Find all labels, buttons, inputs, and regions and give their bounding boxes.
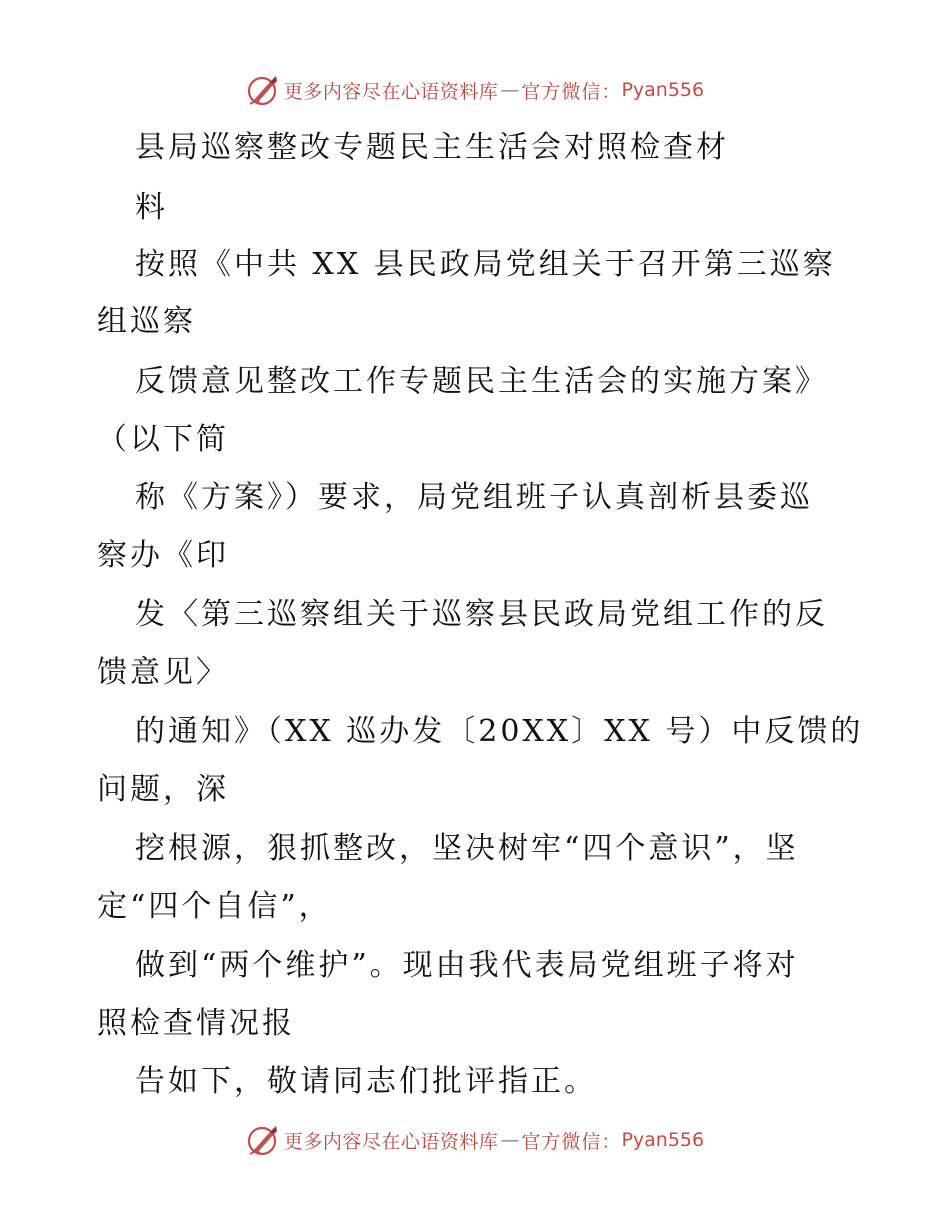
paragraph-line: 挖根源，狠抓整改，坚决树牢“四个意识”，坚 xyxy=(135,831,799,866)
paragraph-line: 的通知》（XX 巡办发〔20XX〕XX 号）中反馈的 xyxy=(135,714,864,749)
paragraph-line: 称《方案》）要求，局党组班子认真剖析县委巡 xyxy=(135,480,813,515)
watermark-wechat-id: Pyan556 xyxy=(621,79,705,101)
watermark-slogan: 更多内容尽在心语资料库 xyxy=(283,80,499,103)
paragraph-line: 反馈意见整改工作专题民主生活会的实施方案》 xyxy=(135,364,828,399)
document-title-line-1: 县局巡察整改专题民主生活会对照检查材 xyxy=(135,130,729,165)
paragraph-line: 察办《印 xyxy=(97,538,229,573)
paragraph-line: 照检查情况报 xyxy=(97,1006,295,1041)
watermark-wechat-id: Pyan556 xyxy=(621,1129,705,1151)
watermark-dash: — xyxy=(500,79,520,101)
watermark-wechat-label: 官方微信： xyxy=(521,1130,622,1153)
paragraph-line: 定“四个自信”， xyxy=(97,889,332,924)
paragraph-line: 按照《中共 XX 县民政局党组关于召开第三巡察 xyxy=(135,247,836,282)
quill-pen-logo-icon xyxy=(246,73,280,107)
watermark-wechat-label: 官方微信： xyxy=(521,80,622,103)
document-title-line-2: 料 xyxy=(135,190,168,225)
paragraph-line: 问题，深 xyxy=(97,772,229,807)
paragraph-line: 组巡察 xyxy=(97,304,196,339)
paragraph-line: 告如下，敬请同志们批评指正。 xyxy=(135,1064,597,1099)
watermark-dash: — xyxy=(500,1129,520,1151)
header-watermark xyxy=(0,70,950,110)
paragraph-line: 发〈第三巡察组关于巡察县民政局党组工作的反 xyxy=(135,597,828,632)
paragraph-line: 做到“两个维护”。现由我代表局党组班子将对 xyxy=(135,948,799,983)
paragraph-line: （以下简 xyxy=(97,422,229,457)
footer-watermark xyxy=(0,1120,950,1160)
watermark-slogan: 更多内容尽在心语资料库 xyxy=(283,1130,499,1153)
paragraph-line: 馈意见〉 xyxy=(97,655,229,690)
quill-pen-logo-icon xyxy=(246,1123,280,1157)
